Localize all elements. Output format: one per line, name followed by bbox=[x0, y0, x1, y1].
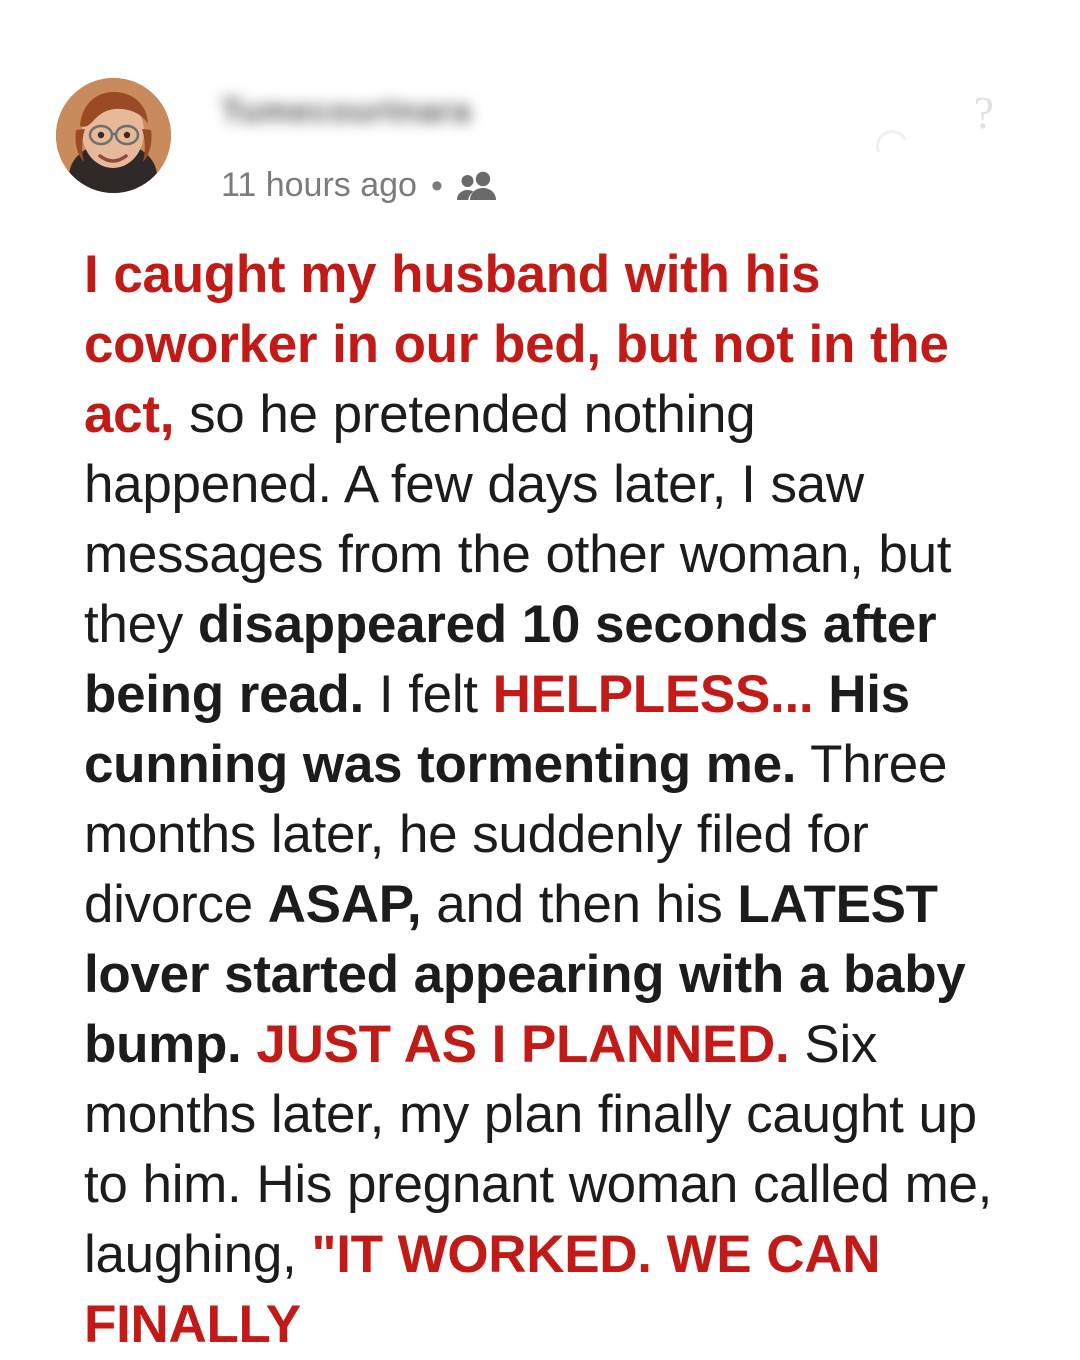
text-run: JUST AS I PLANNED. bbox=[256, 1015, 790, 1074]
post-header bbox=[56, 78, 1036, 228]
text-run: Six months later, my plan finally caught up to him. His pregnant woman called me, laughing, bbox=[84, 1015, 993, 1284]
text-run: I felt bbox=[363, 665, 493, 724]
text-run: "IT WORKED. WE CAN FINALLY bbox=[84, 1225, 881, 1354]
decorative-arc bbox=[871, 125, 912, 166]
post-text bbox=[84, 240, 1004, 1360]
avatar[interactable] bbox=[56, 78, 171, 193]
text-run: Three months later, he suddenly filed for divorce bbox=[84, 735, 948, 934]
text-run: ASAP, bbox=[267, 875, 422, 934]
text-run: His cunning was tormenting me. bbox=[84, 665, 910, 794]
decorative-glyph: ? bbox=[973, 87, 994, 138]
text-run bbox=[813, 665, 828, 724]
author-name: Tumecourtnara bbox=[221, 92, 472, 129]
text-run bbox=[241, 1015, 256, 1074]
author-name-line[interactable] bbox=[221, 92, 641, 138]
text-run: LATEST lover started appearing with a baby bump. bbox=[84, 875, 966, 1074]
post-timestamp[interactable]: 11 hours ago bbox=[221, 166, 417, 204]
text-run: and then his bbox=[421, 875, 738, 934]
text-run: HELPLESS... bbox=[492, 665, 814, 724]
friends-icon[interactable] bbox=[457, 170, 499, 202]
text-run: I caught my husband with his coworker in our bed, but not in the act, bbox=[84, 245, 949, 444]
meta-separator: • bbox=[430, 166, 443, 205]
post-meta bbox=[221, 166, 499, 205]
text-run: so he pretended nothing happened. A few days later, I saw messages from the other woman, but they bbox=[84, 385, 952, 654]
avatar-image bbox=[56, 78, 171, 193]
text-run: disappeared 10 seconds after being read. bbox=[84, 595, 937, 724]
